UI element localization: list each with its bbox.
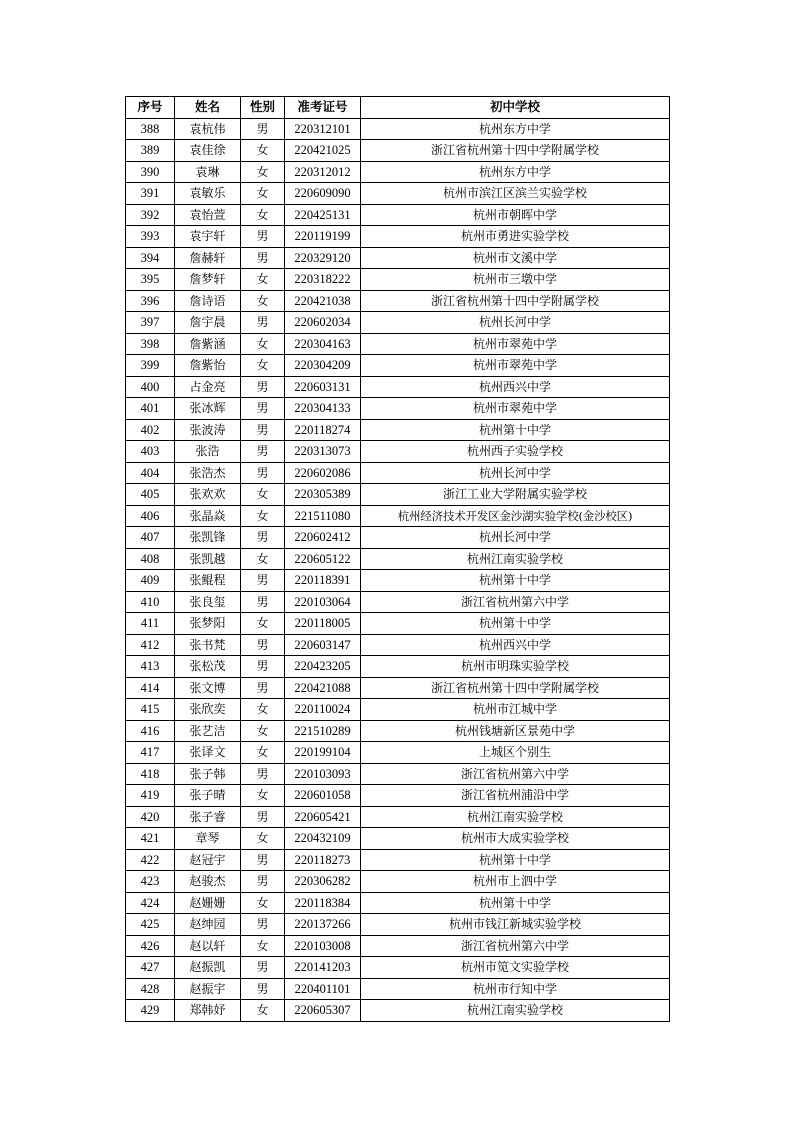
cell-name: 赵绅园 [175, 914, 241, 936]
cell-no: 419 [126, 785, 175, 807]
cell-gender: 男 [241, 247, 285, 269]
cell-gender: 男 [241, 570, 285, 592]
table-row [126, 978, 670, 1000]
cell-gender: 男 [241, 634, 285, 656]
cell-no: 417 [126, 742, 175, 764]
cell-name: 章琴 [175, 828, 241, 850]
cell-name: 张艺洁 [175, 720, 241, 742]
cell-no: 421 [126, 828, 175, 850]
cell-name: 张波涛 [175, 419, 241, 441]
cell-name: 张欣奕 [175, 699, 241, 721]
cell-no: 411 [126, 613, 175, 635]
table-row [126, 613, 670, 635]
table-row [126, 290, 670, 312]
cell-name: 张晶焱 [175, 505, 241, 527]
cell-school: 杭州市文溪中学 [361, 247, 670, 269]
table-row [126, 312, 670, 334]
cell-school: 杭州市朝晖中学 [361, 204, 670, 226]
cell-school: 杭州江南实验学校 [361, 806, 670, 828]
cell-exam-id: 220602034 [285, 312, 361, 334]
cell-school: 浙江省杭州第六中学 [361, 591, 670, 613]
cell-no: 405 [126, 484, 175, 506]
table-body [126, 118, 670, 1021]
cell-gender: 男 [241, 806, 285, 828]
cell-gender: 女 [241, 548, 285, 570]
cell-school: 浙江省杭州第十四中学附属学校 [361, 140, 670, 162]
cell-no: 418 [126, 763, 175, 785]
cell-no: 395 [126, 269, 175, 291]
cell-exam-id: 220118273 [285, 849, 361, 871]
cell-name: 张子睿 [175, 806, 241, 828]
cell-exam-id: 220605421 [285, 806, 361, 828]
cell-no: 423 [126, 871, 175, 893]
cell-school: 杭州市滨江区滨兰实验学校 [361, 183, 670, 205]
cell-no: 389 [126, 140, 175, 162]
table-row [126, 204, 670, 226]
cell-no: 394 [126, 247, 175, 269]
cell-exam-id: 220318222 [285, 269, 361, 291]
cell-no: 413 [126, 656, 175, 678]
cell-school: 杭州第十中学 [361, 849, 670, 871]
cell-school: 杭州经济技术开发区金沙湖实验学校(金沙校区) [361, 505, 670, 527]
cell-name: 詹梦轩 [175, 269, 241, 291]
cell-gender: 女 [241, 140, 285, 162]
table-row [126, 548, 670, 570]
cell-school: 杭州西兴中学 [361, 376, 670, 398]
cell-exam-id: 221510289 [285, 720, 361, 742]
cell-exam-id: 220423205 [285, 656, 361, 678]
cell-exam-id: 220329120 [285, 247, 361, 269]
cell-gender: 女 [241, 290, 285, 312]
cell-gender: 男 [241, 226, 285, 248]
cell-name: 张欢欢 [175, 484, 241, 506]
cell-gender: 男 [241, 656, 285, 678]
cell-no: 424 [126, 892, 175, 914]
cell-name: 郑韩妤 [175, 1000, 241, 1022]
cell-gender: 女 [241, 484, 285, 506]
cell-no: 393 [126, 226, 175, 248]
cell-school: 杭州长河中学 [361, 312, 670, 334]
cell-no: 409 [126, 570, 175, 592]
cell-name: 赵骏杰 [175, 871, 241, 893]
table-row [126, 957, 670, 979]
table-row [126, 892, 670, 914]
cell-school: 杭州西子实验学校 [361, 441, 670, 463]
cell-school: 杭州市上泗中学 [361, 871, 670, 893]
cell-no: 390 [126, 161, 175, 183]
cell-name: 赵振凯 [175, 957, 241, 979]
cell-exam-id: 220602412 [285, 527, 361, 549]
cell-school: 浙江省杭州第十四中学附属学校 [361, 677, 670, 699]
cell-exam-id: 220103093 [285, 763, 361, 785]
cell-no: 426 [126, 935, 175, 957]
cell-exam-id: 220425131 [285, 204, 361, 226]
table-row [126, 699, 670, 721]
cell-exam-id: 220103008 [285, 935, 361, 957]
table-row [126, 720, 670, 742]
cell-exam-id: 220137266 [285, 914, 361, 936]
cell-exam-id: 220609090 [285, 183, 361, 205]
cell-name: 赵姗姗 [175, 892, 241, 914]
cell-name: 詹紫涵 [175, 333, 241, 355]
table-row [126, 398, 670, 420]
cell-no: 391 [126, 183, 175, 205]
table-row [126, 591, 670, 613]
cell-exam-id: 220103064 [285, 591, 361, 613]
table-row [126, 742, 670, 764]
cell-school: 杭州江南实验学校 [361, 548, 670, 570]
cell-school: 浙江省杭州第六中学 [361, 935, 670, 957]
cell-name: 张良玺 [175, 591, 241, 613]
cell-exam-id: 220602086 [285, 462, 361, 484]
cell-school: 杭州钱塘新区景苑中学 [361, 720, 670, 742]
cell-name: 张松茂 [175, 656, 241, 678]
table-row [126, 656, 670, 678]
cell-gender: 女 [241, 742, 285, 764]
cell-name: 袁宇轩 [175, 226, 241, 248]
cell-name: 占金亮 [175, 376, 241, 398]
cell-name: 詹诗语 [175, 290, 241, 312]
cell-name: 詹赫轩 [175, 247, 241, 269]
table-header [126, 97, 670, 119]
table-row [126, 355, 670, 377]
table-row [126, 441, 670, 463]
cell-name: 张浩杰 [175, 462, 241, 484]
header-row [126, 97, 670, 119]
cell-no: 406 [126, 505, 175, 527]
cell-gender: 女 [241, 828, 285, 850]
cell-gender: 女 [241, 355, 285, 377]
table-row [126, 484, 670, 506]
cell-name: 张浩 [175, 441, 241, 463]
cell-gender: 男 [241, 591, 285, 613]
cell-gender: 女 [241, 204, 285, 226]
cell-no: 420 [126, 806, 175, 828]
table-row [126, 118, 670, 140]
cell-name: 张文博 [175, 677, 241, 699]
cell-no: 396 [126, 290, 175, 312]
student-roster-table [125, 96, 670, 1022]
cell-exam-id: 220603131 [285, 376, 361, 398]
cell-name: 张译文 [175, 742, 241, 764]
cell-name: 袁怡萱 [175, 204, 241, 226]
cell-name: 赵振宇 [175, 978, 241, 1000]
cell-school: 浙江省杭州第十四中学附属学校 [361, 290, 670, 312]
cell-name: 赵冠宇 [175, 849, 241, 871]
header-no: 序号 [126, 97, 175, 119]
table-row [126, 226, 670, 248]
cell-gender: 男 [241, 763, 285, 785]
cell-no: 400 [126, 376, 175, 398]
table-row [126, 161, 670, 183]
table-row [126, 806, 670, 828]
header-name: 姓名 [175, 97, 241, 119]
cell-exam-id: 220118391 [285, 570, 361, 592]
table-row [126, 914, 670, 936]
cell-school: 杭州市勇进实验学校 [361, 226, 670, 248]
table-row [126, 419, 670, 441]
cell-gender: 男 [241, 527, 285, 549]
cell-name: 袁杭伟 [175, 118, 241, 140]
cell-name: 詹紫怡 [175, 355, 241, 377]
cell-name: 詹宇晨 [175, 312, 241, 334]
cell-no: 407 [126, 527, 175, 549]
cell-gender: 男 [241, 957, 285, 979]
cell-gender: 女 [241, 785, 285, 807]
cell-exam-id: 220601058 [285, 785, 361, 807]
header-school: 初中学校 [361, 97, 670, 119]
cell-school: 杭州第十中学 [361, 892, 670, 914]
table-row [126, 1000, 670, 1022]
cell-exam-id: 220304163 [285, 333, 361, 355]
cell-name: 张鲲程 [175, 570, 241, 592]
cell-no: 414 [126, 677, 175, 699]
cell-school: 杭州西兴中学 [361, 634, 670, 656]
cell-name: 袁琳 [175, 161, 241, 183]
cell-exam-id: 220313073 [285, 441, 361, 463]
cell-gender: 女 [241, 183, 285, 205]
cell-school: 杭州市翠苑中学 [361, 398, 670, 420]
cell-school: 杭州东方中学 [361, 118, 670, 140]
cell-no: 416 [126, 720, 175, 742]
cell-school: 杭州市江城中学 [361, 699, 670, 721]
table-row [126, 527, 670, 549]
cell-school: 杭州第十中学 [361, 419, 670, 441]
cell-exam-id: 220605307 [285, 1000, 361, 1022]
cell-gender: 男 [241, 398, 285, 420]
cell-gender: 女 [241, 269, 285, 291]
cell-name: 袁佳徐 [175, 140, 241, 162]
cell-gender: 男 [241, 441, 285, 463]
table-row [126, 462, 670, 484]
table-row [126, 183, 670, 205]
cell-exam-id: 220118274 [285, 419, 361, 441]
cell-school: 杭州第十中学 [361, 570, 670, 592]
cell-name: 张子韩 [175, 763, 241, 785]
cell-gender: 男 [241, 419, 285, 441]
cell-no: 397 [126, 312, 175, 334]
table-row [126, 677, 670, 699]
cell-gender: 男 [241, 376, 285, 398]
cell-exam-id: 220603147 [285, 634, 361, 656]
cell-name: 张冰辉 [175, 398, 241, 420]
header-gender: 性别 [241, 97, 285, 119]
table-row [126, 505, 670, 527]
cell-school: 杭州市钱江新城实验学校 [361, 914, 670, 936]
cell-exam-id: 220305389 [285, 484, 361, 506]
cell-school: 杭州市大成实验学校 [361, 828, 670, 850]
cell-school: 浙江省杭州浦沿中学 [361, 785, 670, 807]
cell-exam-id: 220199104 [285, 742, 361, 764]
cell-no: 398 [126, 333, 175, 355]
cell-gender: 男 [241, 462, 285, 484]
cell-school: 上城区个别生 [361, 742, 670, 764]
cell-school: 杭州东方中学 [361, 161, 670, 183]
cell-exam-id: 220110024 [285, 699, 361, 721]
cell-no: 422 [126, 849, 175, 871]
cell-exam-id: 220141203 [285, 957, 361, 979]
cell-gender: 女 [241, 161, 285, 183]
cell-school: 浙江省杭州第六中学 [361, 763, 670, 785]
table-row [126, 828, 670, 850]
table-row [126, 333, 670, 355]
table-row [126, 140, 670, 162]
cell-no: 388 [126, 118, 175, 140]
table-row [126, 785, 670, 807]
cell-gender: 女 [241, 720, 285, 742]
cell-gender: 女 [241, 935, 285, 957]
cell-exam-id: 220119199 [285, 226, 361, 248]
cell-name: 张凯越 [175, 548, 241, 570]
cell-no: 404 [126, 462, 175, 484]
table-row [126, 247, 670, 269]
cell-exam-id: 220432109 [285, 828, 361, 850]
cell-exam-id: 220306282 [285, 871, 361, 893]
cell-school: 杭州市翠苑中学 [361, 355, 670, 377]
cell-school: 杭州市笕文实验学校 [361, 957, 670, 979]
cell-name: 张书梵 [175, 634, 241, 656]
cell-no: 412 [126, 634, 175, 656]
cell-name: 赵以轩 [175, 935, 241, 957]
cell-no: 410 [126, 591, 175, 613]
cell-gender: 男 [241, 118, 285, 140]
cell-no: 429 [126, 1000, 175, 1022]
cell-no: 427 [126, 957, 175, 979]
cell-no: 415 [126, 699, 175, 721]
cell-gender: 男 [241, 849, 285, 871]
table-row [126, 849, 670, 871]
cell-exam-id: 220605122 [285, 548, 361, 570]
cell-school: 浙江工业大学附属实验学校 [361, 484, 670, 506]
cell-name: 张梦阳 [175, 613, 241, 635]
cell-gender: 女 [241, 892, 285, 914]
cell-exam-id: 220312012 [285, 161, 361, 183]
cell-no: 403 [126, 441, 175, 463]
cell-gender: 男 [241, 914, 285, 936]
table-row [126, 871, 670, 893]
cell-name: 张子晴 [175, 785, 241, 807]
cell-exam-id: 220118384 [285, 892, 361, 914]
cell-no: 428 [126, 978, 175, 1000]
cell-exam-id: 220421088 [285, 677, 361, 699]
cell-exam-id: 220304209 [285, 355, 361, 377]
cell-exam-id: 220401101 [285, 978, 361, 1000]
cell-school: 杭州市行知中学 [361, 978, 670, 1000]
cell-exam-id: 220421025 [285, 140, 361, 162]
cell-gender: 女 [241, 613, 285, 635]
cell-school: 杭州市三墩中学 [361, 269, 670, 291]
table-row [126, 935, 670, 957]
cell-name: 张凯锋 [175, 527, 241, 549]
cell-no: 392 [126, 204, 175, 226]
cell-exam-id: 220118005 [285, 613, 361, 635]
table-row [126, 634, 670, 656]
cell-school: 杭州市明珠实验学校 [361, 656, 670, 678]
table-row [126, 570, 670, 592]
table-row [126, 763, 670, 785]
cell-gender: 女 [241, 505, 285, 527]
cell-no: 399 [126, 355, 175, 377]
table-row [126, 269, 670, 291]
cell-school: 杭州长河中学 [361, 462, 670, 484]
cell-exam-id: 220421038 [285, 290, 361, 312]
cell-name: 袁敏乐 [175, 183, 241, 205]
cell-gender: 男 [241, 312, 285, 334]
header-exam-id: 准考证号 [285, 97, 361, 119]
cell-school: 杭州第十中学 [361, 613, 670, 635]
cell-no: 408 [126, 548, 175, 570]
cell-no: 401 [126, 398, 175, 420]
cell-exam-id: 220304133 [285, 398, 361, 420]
cell-school: 杭州江南实验学校 [361, 1000, 670, 1022]
cell-gender: 女 [241, 699, 285, 721]
cell-exam-id: 221511080 [285, 505, 361, 527]
cell-exam-id: 220312101 [285, 118, 361, 140]
cell-school: 杭州市翠苑中学 [361, 333, 670, 355]
cell-gender: 男 [241, 871, 285, 893]
cell-no: 425 [126, 914, 175, 936]
cell-gender: 男 [241, 677, 285, 699]
cell-gender: 女 [241, 1000, 285, 1022]
cell-no: 402 [126, 419, 175, 441]
cell-gender: 女 [241, 333, 285, 355]
table-row [126, 376, 670, 398]
cell-school: 杭州长河中学 [361, 527, 670, 549]
cell-gender: 男 [241, 978, 285, 1000]
